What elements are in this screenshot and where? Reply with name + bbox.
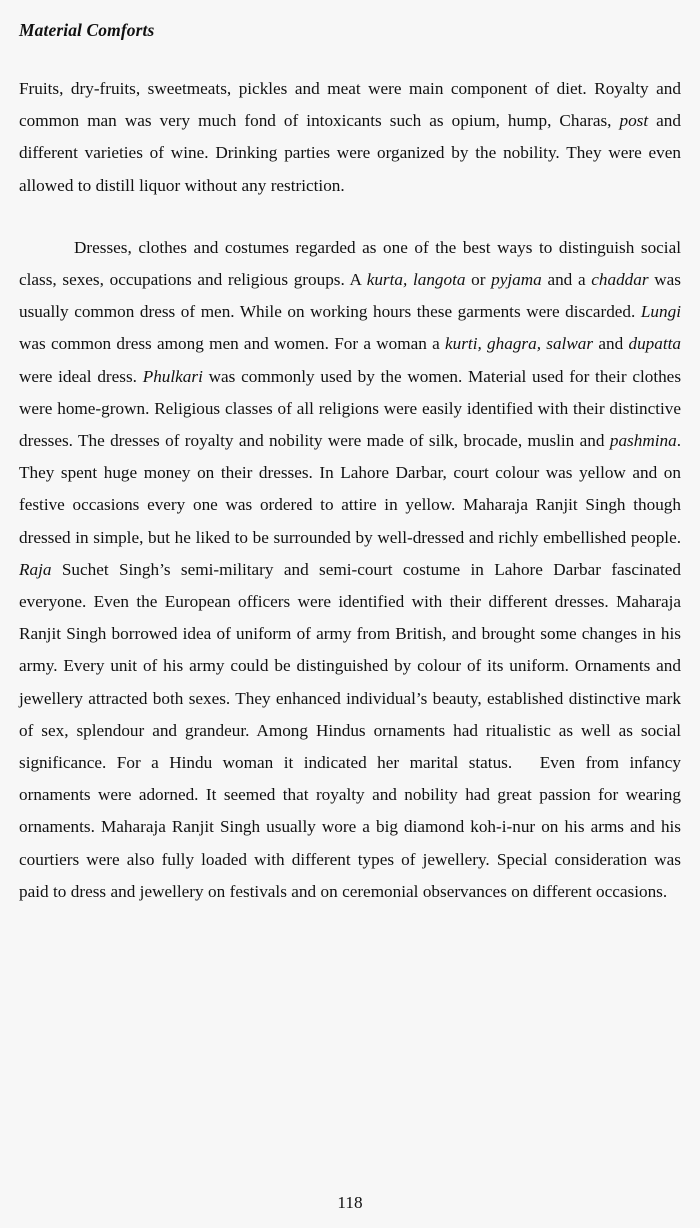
- italic-term: chaddar: [591, 270, 649, 290]
- section-heading: Material Comforts: [19, 20, 155, 40]
- italic-term: dupatta: [628, 334, 681, 354]
- paragraph-dresses-and-ornaments: Dresses, clothes and costumes regarded as one of the best ways to distinguish social class, sexes, occupations and religious groups. A kurta, langota or pyjama and a chaddar was usually common dress of men. While on working hours these garments were discarded. Lungi was common dress among men and women. For a woman a kurti, ghagra, salwar and dupatta were ideal dress. Phulkari was commonly used by the women. Material used for their clothes were home-grown. Religious classes of all religions were easily identified with their distinctive dresses. The dresses of royalty and nobility were made of silk, brocade, muslin and pashmina. They spent huge money on their dresses. In Lahore Darbar, court colour was yellow and on festive occasions every one was ordered to attire in yellow. Maharaja Ranjit Singh though dressed in simple, but he liked to be surrounded by well-dressed and richly embellished people. Raja Suchet Singh’s semi-military and semi-court costume in Lahore Darbar fascinated everyone. Even the European officers were identified with their different dresses. Maharaja Ranjit Singh borrowed idea of uniform of army from British, and brought some changes in his army. Every unit of his army could be distinguished by colour of its uniform. Ornaments and jewellery attracted both sexes. They enhanced individual’s beauty, established distinctive mark of sex, splendour and grandeur. Among Hindus ornaments had ritualistic as well as social significance. For a Hindu woman it indicated her marital status. Even from infancy ornaments were adorned. It seemed that royalty and nobility had great passion for wearing ornaments. Maharaja Ranjit Singh usually wore a big diamond koh-i-nur on his arms and his courtiers were also fully loaded with different types of jewellery. Special consideration was paid to dress and jewellery on festivals and on ceremonial observances on different occasions.: [19, 237, 682, 901]
- page-number: 118: [337, 1193, 363, 1212]
- italic-term: Raja: [19, 559, 52, 579]
- italic-term: pyjama: [491, 270, 542, 290]
- italic-term: kurti, ghagra, salwar: [445, 334, 594, 354]
- italic-term: kurta, langota: [366, 270, 466, 290]
- italic-term: Phulkari: [142, 366, 203, 386]
- italic-term: pashmina: [609, 431, 677, 451]
- page-content: [19, 0, 681, 908]
- italic-term: post: [619, 111, 649, 131]
- paragraph-diet-and-intoxicants: Fruits, dry-fruits, sweetmeats, pickles and meat were main component of diet. Royalty and common man was very much fond of intoxicants such as opium, hump, Charas, post and different varieties of wine. Drinking parties were organized by the nobility. They were even allowed to distill liquor without any restriction.: [19, 79, 681, 195]
- italic-term: Lungi: [640, 302, 681, 322]
